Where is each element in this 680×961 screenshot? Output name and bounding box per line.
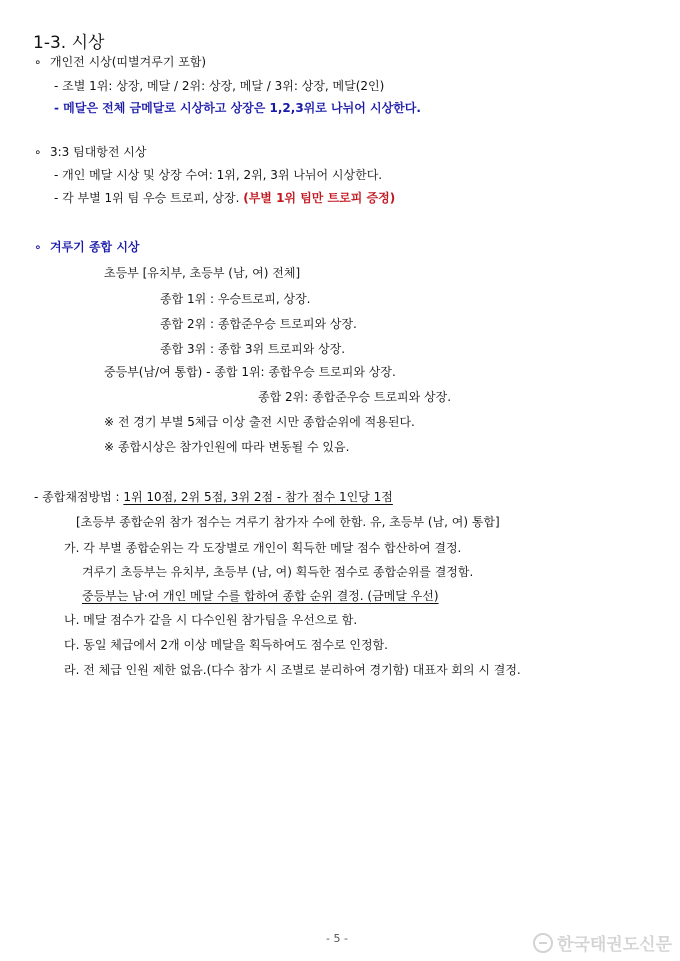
elementary-rank-3: 종합 3위 : 종합 3위 트로피와 상장. <box>160 342 346 356</box>
scoring-item-ga: 가. 각 부별 종합순위는 각 도장별로 개인이 획득한 메달 점수 합산하여 결정. <box>64 541 462 555</box>
page-number: - 5 - <box>326 932 348 945</box>
scoring-item-na: 나. 메달 점수가 같을 시 다수인원 참가팀을 우선으로 함. <box>64 613 358 627</box>
bullet-icon: ∘ <box>34 145 42 159</box>
scoring-item-ga-sub-2: 중등부는 남·여 개인 메달 수를 합하여 종합 순위 결정. (금메달 우선) <box>82 589 439 603</box>
scoring-method <box>34 490 393 504</box>
section-title: 1-3. 시상 <box>33 33 105 53</box>
overall-heading <box>34 240 140 254</box>
team-line-2-text: - 각 부별 1위 팀 우승 트로피, 상장. <box>54 191 240 205</box>
newspaper-logo-icon <box>533 933 553 953</box>
scoring-item-ra: 라. 전 체급 인원 제한 없음.(다수 참가 시 조별로 분리하여 경기함) 대표자 회의 시 결정. <box>64 663 521 677</box>
middle-rank-2: 종합 2위: 종합준우승 트로피와 상장. <box>258 390 452 404</box>
middle-division: 중등부(남/여 통합) - 종합 1위: 종합우승 트로피와 상장. <box>104 365 396 379</box>
scoring-item-ga-sub-1: 겨루기 초등부는 유치부, 초등부 (남, 여) 획득한 점수로 종합순위를 결정함. <box>82 565 474 579</box>
elementary-rank-1: 종합 1위 : 우승트로피, 상장. <box>160 292 311 306</box>
individual-heading-text: 개인전 시상(띠별겨루기 포함) <box>50 55 207 69</box>
team-heading <box>34 145 147 159</box>
scoring-item-da: 다. 동일 체급에서 2개 이상 메달을 획득하여도 점수로 인정함. <box>64 638 388 652</box>
individual-line-2: - 메달은 전체 금메달로 시상하고 상장은 1,2,3위로 나뉘어 시상한다. <box>54 101 421 115</box>
watermark-text: 한국태권도신문 <box>557 935 672 955</box>
elementary-rank-2: 종합 2위 : 종합준우승 트로피와 상장. <box>160 317 357 331</box>
team-trophy-note: (부별 1위 팀만 트로피 증정) <box>243 191 396 205</box>
bullet-icon: ∘ <box>34 240 42 254</box>
individual-heading <box>34 55 206 69</box>
individual-line-1: - 조별 1위: 상장, 메달 / 2위: 상장, 메달 / 3위: 상장, 메달(2인) <box>54 79 385 93</box>
scoring-method-label: - 종합채점방법 : <box>34 490 124 504</box>
overall-heading-text: 겨루기 종합 시상 <box>50 240 140 254</box>
elementary-division: 초등부 [유치부, 초등부 (남, 여) 전체] <box>104 266 301 280</box>
bullet-icon: ∘ <box>34 55 42 69</box>
team-line-1: - 개인 메달 시상 및 상장 수여: 1위, 2위, 3위 나뉘어 시상한다. <box>54 168 383 182</box>
scoring-rule: 1위 10점, 2위 5점, 3위 2점 - 참가 점수 1인당 1점 <box>123 490 393 504</box>
overall-note-2: ※ 종합시상은 참가인원에 따라 변동될 수 있음. <box>104 440 350 454</box>
team-line-2 <box>54 191 395 205</box>
team-heading-text: 3:3 팀대항전 시상 <box>50 145 147 159</box>
overall-note-1: ※ 전 경기 부별 5체급 이상 출전 시만 종합순위에 적용된다. <box>104 415 415 429</box>
scoring-scope: [초등부 종합순위 참가 점수는 겨루기 참가자 수에 한함. 유, 초등부 (남, 여) 통합] <box>76 515 500 529</box>
watermark <box>533 930 672 955</box>
